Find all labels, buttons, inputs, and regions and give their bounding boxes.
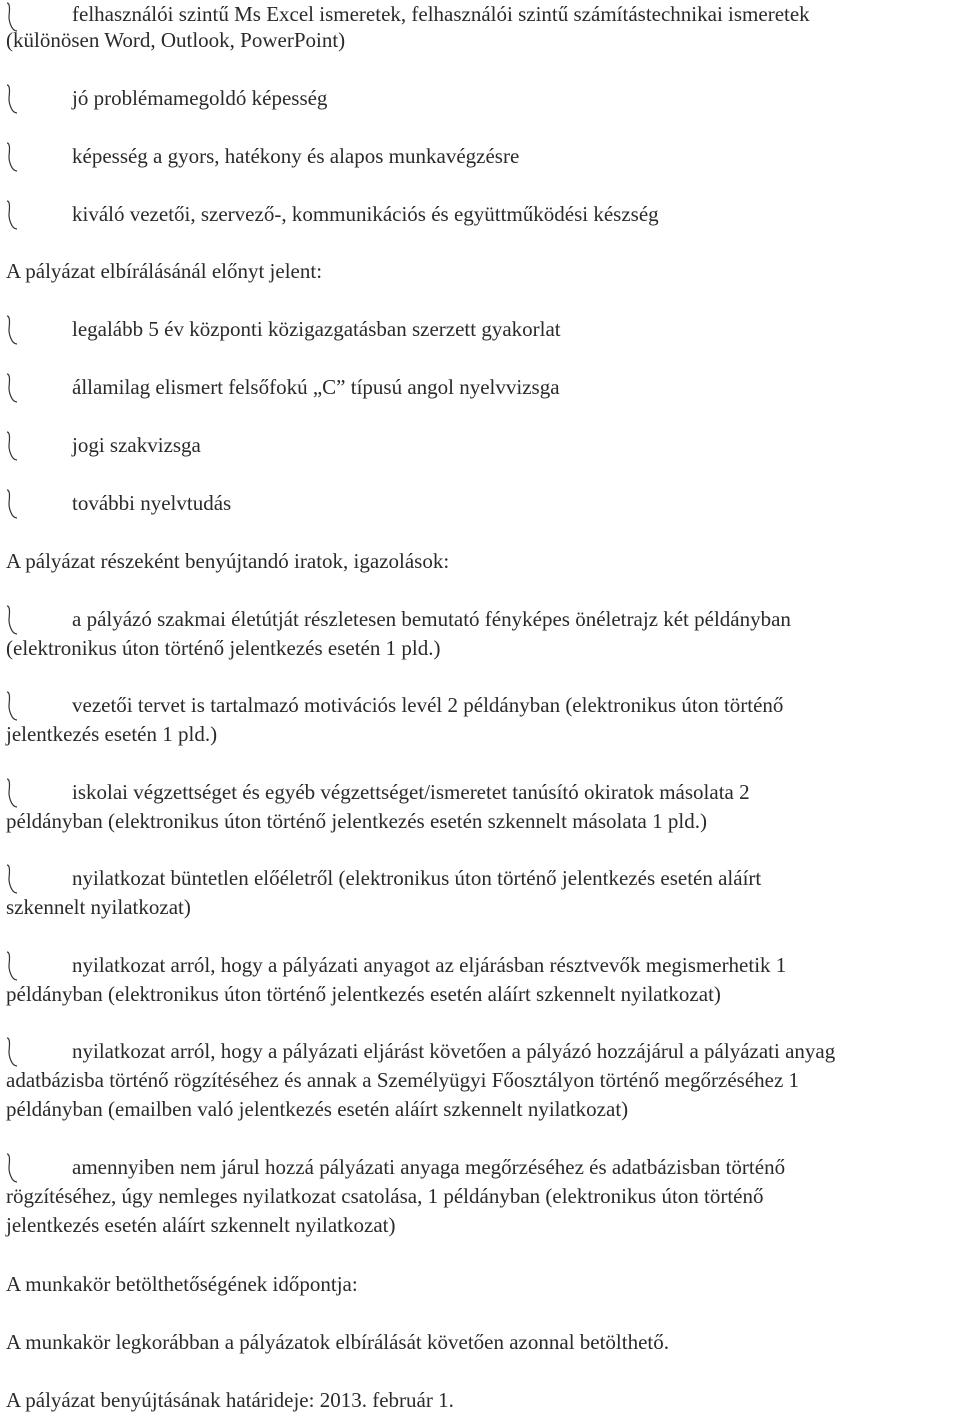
- document-item-line: nyilatkozat arról, hogy a pályázati eljárást követően a pályázó hozzájárul a pályázati anyag: [72, 1039, 836, 1063]
- document-item-line: vezetői tervet is tartalmazó motivációs levél 2 példányban (elektronikus úton történő: [72, 693, 784, 717]
- documents-heading: A pályázat részeként benyújtandó iratok, igazolások:: [6, 549, 450, 573]
- bullet-icon: [6, 371, 18, 405]
- document-item-line: szkennelt nyilatkozat): [6, 895, 191, 919]
- requirement-item: képesség a gyors, hatékony és alapos munkavégzésre: [72, 144, 520, 168]
- bullet-icon: [6, 487, 18, 521]
- document-item-line: amennyiben nem járul hozzá pályázati anyaga megőrzéséhez és adatbázisban történő: [72, 1155, 786, 1179]
- document-item-line: nyilatkozat büntetlen előéletről (elektronikus úton történő jelentkezés esetén aláírt: [72, 866, 762, 890]
- advantage-item: államilag elismert felsőfokú „C” típusú angol nyelvvizsga: [72, 375, 560, 399]
- document-item-line: példányban (elektronikus úton történő jelentkezés esetén szkennelt másolata 1 pld.): [6, 809, 707, 833]
- document-item-line: adatbázisba történő rögzítéséhez és annak a Személyügyi Főosztályon történő megőrzéséhez 1: [6, 1068, 800, 1092]
- bullet-icon: [6, 140, 18, 174]
- document-item-line: példányban (elektronikus úton történő jelentkezés esetén aláírt szkennelt nyilatkozat): [6, 982, 721, 1006]
- bullet-icon: [6, 949, 18, 983]
- advantages-heading: A pályázat elbírálásánál előnyt jelent:: [6, 259, 323, 283]
- bullet-icon: [6, 776, 18, 810]
- bullet-icon: [6, 603, 18, 637]
- requirement-item: felhasználói szintű Ms Excel ismeretek, felhasználói szintű számítástechnikai ismeretek: [72, 2, 810, 26]
- advantage-item: további nyelvtudás: [72, 491, 232, 515]
- bullet-icon: [6, 429, 18, 463]
- deadline-text: A pályázat benyújtásának határideje: 2013. február 1.: [6, 1388, 454, 1412]
- requirement-item-continuation: (különösen Word, Outlook, PowerPoint): [6, 28, 346, 52]
- advantage-item: jogi szakvizsga: [72, 433, 201, 457]
- bullet-icon: [6, 313, 18, 347]
- document-item-line: rögzítéséhez, úgy nemleges nyilatkozat csatolása, 1 példányban (elektronikus úton történő: [6, 1184, 764, 1208]
- document-item-line: (elektronikus úton történő jelentkezés esetén 1 pld.): [6, 636, 441, 660]
- document-item-line: jelentkezés esetén 1 pld.): [6, 722, 218, 746]
- bullet-icon: [6, 1151, 18, 1185]
- requirement-item: kiváló vezetői, szervező-, kommunikációs és együttműködési készség: [72, 202, 659, 226]
- document-item-line: a pályázó szakmai életútját részletesen bemutató fényképes önéletrajz két példányban: [72, 607, 791, 631]
- requirement-item: jó problémamegoldó képesség: [72, 86, 328, 110]
- bullet-icon: [6, 82, 18, 116]
- bullet-icon: [6, 689, 18, 723]
- start-date-heading: A munkakör betölthetőségének időpontja:: [6, 1272, 358, 1296]
- advantage-item: legalább 5 év központi közigazgatásban szerzett gyakorlat: [72, 317, 561, 341]
- bullet-icon: [6, 862, 18, 896]
- document-item-line: jelentkezés esetén aláírt szkennelt nyilatkozat): [6, 1213, 396, 1237]
- document-item-line: iskolai végzettséget és egyéb végzettséget/ismeretet tanúsító okiratok másolata 2: [72, 780, 750, 804]
- document-item-line: példányban (emailben való jelentkezés esetén aláírt szkennelt nyilatkozat): [6, 1097, 629, 1121]
- document-item-line: nyilatkozat arról, hogy a pályázati anyagot az eljárásban résztvevők megismerhetik 1: [72, 953, 787, 977]
- bullet-icon: [6, 198, 18, 232]
- start-date-text: A munkakör legkorábban a pályázatok elbírálását követően azonnal betölthető.: [6, 1330, 670, 1354]
- bullet-icon: [6, 1035, 18, 1069]
